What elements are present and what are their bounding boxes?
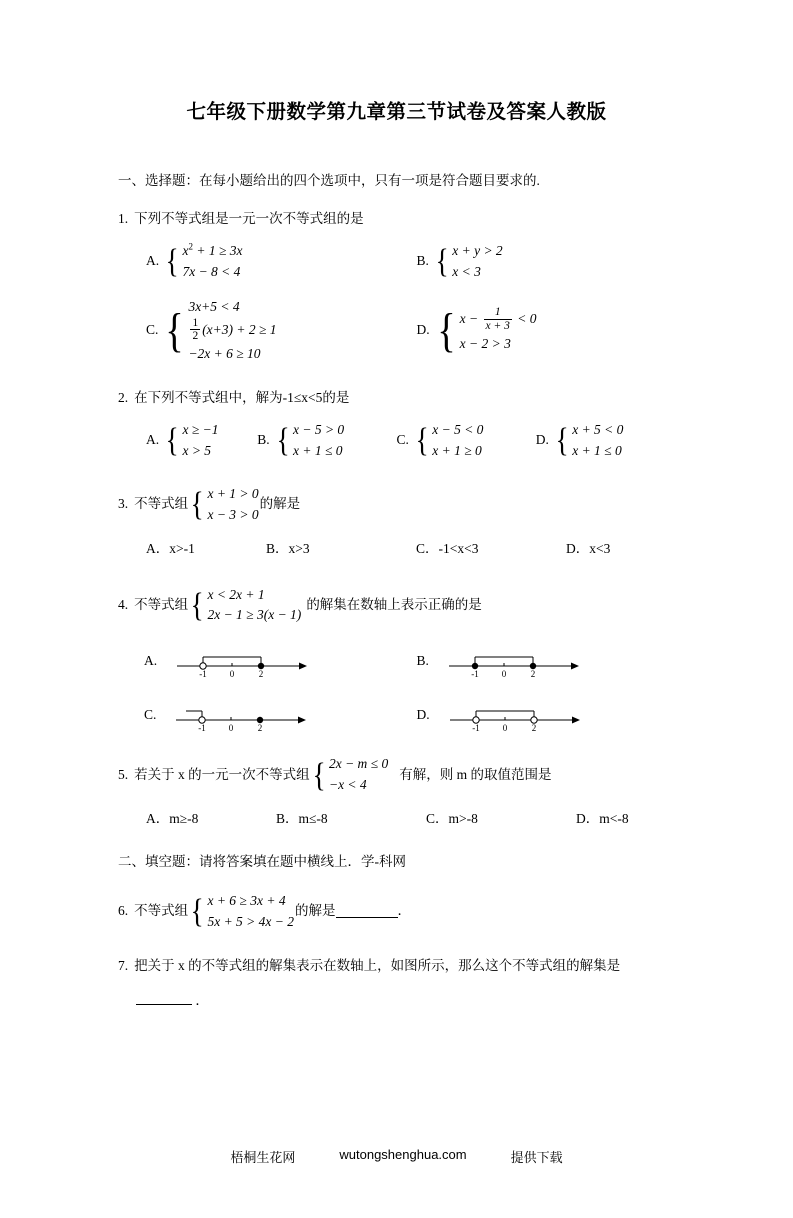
svg-text:-1: -1 (199, 669, 207, 679)
number-line-d (438, 698, 588, 732)
question-5-options (118, 808, 675, 831)
svg-text:0: 0 (229, 669, 235, 679)
question-3 (118, 484, 675, 561)
question-4-post: 的解集在数轴上表示正确的是 (306, 597, 482, 613)
option-a-row2: 7x − 8 < 4 (182, 263, 241, 279)
option-b-row1: x + y > 2 (452, 242, 503, 258)
svg-text:2: 2 (531, 723, 536, 733)
question-3-text: 不等式组 (134, 496, 189, 512)
option-b: B. -1 0 2 (397, 644, 676, 678)
option-a-row1: $x^2 + 1 \ge 3x$ (182, 241, 243, 259)
svg-text:2: 2 (530, 669, 536, 679)
brace-group: { x + y > 2 x < 3 (435, 242, 503, 281)
option-b-label: B. (416, 253, 429, 269)
option-d (397, 297, 676, 365)
brace-group: { x − 5 < 0 x + 1 ≥ 0 (415, 421, 484, 460)
question-3-number: 3. (118, 496, 129, 512)
svg-text:0: 0 (502, 723, 507, 733)
brace-group: { x + 5 < 0 x + 1 ≤ 0 (555, 421, 624, 460)
option-c-row1: 3x+5 < 4 (188, 298, 240, 314)
question-2-text: 在下列不等式组中，解为-1≤x<5的是 (134, 390, 350, 405)
question-3-options (118, 538, 675, 561)
option-b: B. { x − 5 > 0 x + 1 ≤ 0 (257, 420, 396, 462)
brace-group: { $x^2 + 1 \ge 3x$ 7x − 8 < 4 (165, 241, 243, 281)
question-6-number: 6. (118, 903, 129, 919)
option-c-label: C. (146, 322, 159, 338)
svg-text:0: 0 (501, 669, 507, 679)
number-line-b (437, 644, 587, 678)
option-c-row3: −2x + 6 ≥ 10 (188, 346, 261, 362)
svg-text:0: 0 (229, 723, 234, 733)
brace-group: { x ≥ −1 x > 5 (165, 421, 219, 460)
question-6-text: 不等式组 (134, 903, 189, 919)
option-b: B．x>3 (266, 540, 310, 556)
brace-group: { x + 1 > 0 x − 3 > 0 (190, 485, 259, 524)
option-a (118, 241, 397, 283)
question-4-options (118, 644, 675, 732)
question-2-options (118, 420, 675, 462)
option-b (397, 241, 676, 283)
question-4-number: 4. (118, 597, 129, 613)
option-a: A. { x ≥ −1 x > 5 (118, 420, 257, 462)
brace-group: { x < 2x + 1 2x − 1 ≥ 3(x − 1) (190, 586, 302, 624)
option-a: A．m≥-8 (146, 811, 199, 827)
option-c: C. { x − 5 < 0 x + 1 ≥ 0 (397, 420, 536, 462)
question-5 (118, 754, 675, 831)
question-2 (118, 387, 675, 462)
question-7: 7. 把关于 x 的不等式组的解集表示在数轴上，如图所示，那么这个不等式组的解集是 ． (118, 955, 675, 1013)
option-c-row2: (x+3) + 2 ≥ 1 (202, 322, 277, 338)
brace-group: { x + 6 ≥ 3x + 4 5x + 5 > 4x − 2 (190, 892, 295, 931)
brace-group: { x − $\frac{1}{x + 3}$ < 0 x − 2 > 3 (436, 303, 537, 357)
question-5-text: 若关于 x 的一元一次不等式组 (134, 766, 310, 782)
question-1-options (118, 241, 675, 365)
question-5-number: 5. (118, 766, 129, 782)
option-c (118, 297, 397, 365)
option-a-label: A. (146, 253, 160, 269)
question-3-post: 的解是 (259, 496, 301, 512)
question-6-post: 的解是 (295, 903, 336, 919)
option-b-row2: x < 3 (452, 263, 481, 279)
option-c: C．m>-8 (426, 811, 478, 827)
section-heading-fill: 二、填空题：请将答案填在题中横线上．学-科网 (118, 854, 406, 870)
option-d: D．m<-8 (576, 811, 629, 827)
option-d: D. { x + 5 < 0 x + 1 ≤ 0 (536, 420, 675, 462)
question-4 (118, 585, 675, 733)
brace-group: { x − 5 > 0 x + 1 ≤ 0 (276, 421, 345, 460)
footer-download-text: 提供下载 (510, 1150, 563, 1165)
footer-site-name: 梧桐生花网 (230, 1150, 296, 1165)
option-d: D．x<3 (566, 540, 611, 556)
svg-text:-1: -1 (471, 669, 479, 679)
option-c: C. -1 0 2 (118, 698, 397, 732)
option-c: C．-1<x<3 (416, 540, 479, 556)
svg-text:-1: -1 (198, 723, 207, 733)
question-1 (118, 208, 675, 365)
number-line-c (164, 698, 314, 732)
fraction: $\frac{1}{2}$ (192, 316, 199, 343)
question-6: 6. 不等式组 { x + 6 ≥ 3x + 4 5x + 5 > 4x − 2 的解是 ． (118, 891, 675, 933)
svg-text:2: 2 (258, 723, 263, 733)
page-footer (0, 1147, 793, 1166)
question-7-number: 7. (118, 957, 129, 973)
option-d-label: D. (416, 322, 430, 338)
question-1-text: 下列不等式组是一元一次不等式组的是 (134, 210, 364, 226)
section-heading-choice: 一、选择题：在每小题给出的四个选项中，只有一项是符合题目要求的. (118, 173, 540, 188)
footer-url: wutongshenghua.com (339, 1147, 467, 1162)
answer-blank[interactable] (136, 992, 192, 1005)
question-2-number: 2. (118, 390, 129, 405)
svg-text:-1: -1 (471, 723, 480, 733)
option-a: A．x>-1 (146, 540, 195, 556)
question-4-text: 不等式组 (134, 597, 189, 613)
option-a: A. -1 0 2 (118, 644, 397, 678)
page-title: 七年级下册数学第九章第三节试卷及答案人教版 (186, 101, 607, 123)
option-b: B．m≤-8 (276, 811, 328, 827)
question-5-post: 有解，则 m 的取值范围是 (399, 766, 552, 782)
fraction: $\frac{1}{x + 3}$ (485, 306, 510, 332)
document-page (0, 96, 793, 1218)
number-line-a (165, 644, 315, 678)
brace-group: { 3x+5 < 4 $\frac{1}{2}$ (x+3) + 2 ≥ 1 −2x + 6 ≥ 10 (165, 298, 277, 362)
question-1-number: 1. (118, 210, 129, 226)
option-d-row2: x − 2 > 3 (459, 335, 511, 351)
answer-blank[interactable] (336, 905, 398, 918)
svg-text:2: 2 (258, 669, 264, 679)
option-d: D. -1 0 2 (397, 698, 676, 732)
brace-group: { 2x − m ≤ 0 −x < 4 (312, 756, 389, 794)
question-7-text: 把关于 x 的不等式组的解集表示在数轴上，如图所示，那么这个不等式组的解集是 (134, 957, 621, 973)
